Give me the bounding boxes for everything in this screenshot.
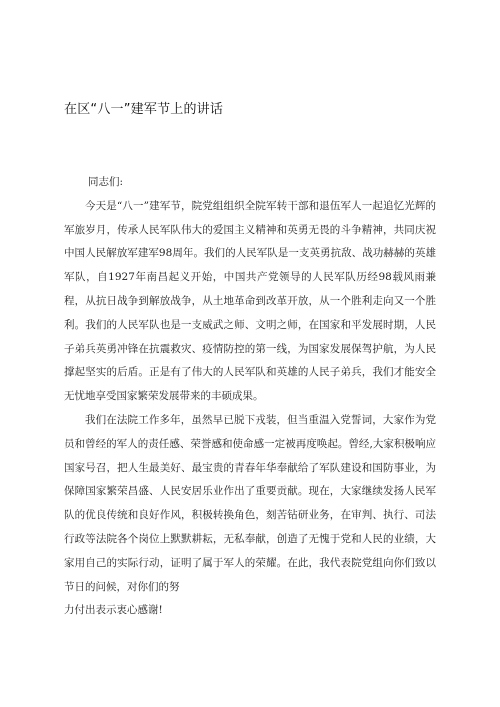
document-title: 在区“八一”建军节上的讲话 [64, 102, 224, 117]
paragraph-1: 今天是“八一”建军节，院党组组织全院军转干部和退伍军人一起追忆光辉的军旅岁月，传承人民军队伟大的爱国主义精神和英勇无畏的斗争精神，共同庆祝中国人民解放军建军98周年。我们的人民军队是一支英勇抗敌、战功赫赫的英雄军队，自1927年南昌起义开始，中国共产党领导的人民军队历经98载风雨兼程，从抗日战争到解放战争，从土地革命到改革开放，从一个胜利走向又一个胜利。我们的人民军队也是一支威武之师、文明之师，在国家和平发展时期，人民子弟兵英勇冲锋在抗震救灾、疫情防控的第一线，为国家发展保驾护航，为人民撑起坚实的后盾。正是有了伟大的人民军队和英雄的人民子弟兵，我们才能安全无忧地享受国家繁荣发展带来的丰硕成果。 [64, 199, 436, 403]
document-body [64, 171, 436, 623]
paragraph-2: 我们在法院工作多年，虽然早已脱下戎装，但当重温入党誓词，大家作为党员和曾经的军人的责任感、荣誉感和使命感一定被再度唤起。曾经,大家积极响应国家号召，把人生最美好、最宝贵的青春年华奉献给了军队建设和国防事业，为保障国家繁荣昌盛、人民安居乐业作出了重要贡献。现在，大家继续发扬人民军队的优良传统和良好作风，积极转换角色，刻苦钻研业务，在审判、执行、司法行政等法院各个岗位上默默耕耘，无私奉献，创造了无愧于党和人民的业绩，大家用自己的实际行动，证明了属于军人的荣耀。在此，我代表院党组向你们致以节日的问候，对你们的努 [64, 413, 436, 593]
paragraph-2-tail: 力付出表示衷心感谢! [64, 604, 163, 617]
salutation: 同志们: [88, 176, 124, 188]
